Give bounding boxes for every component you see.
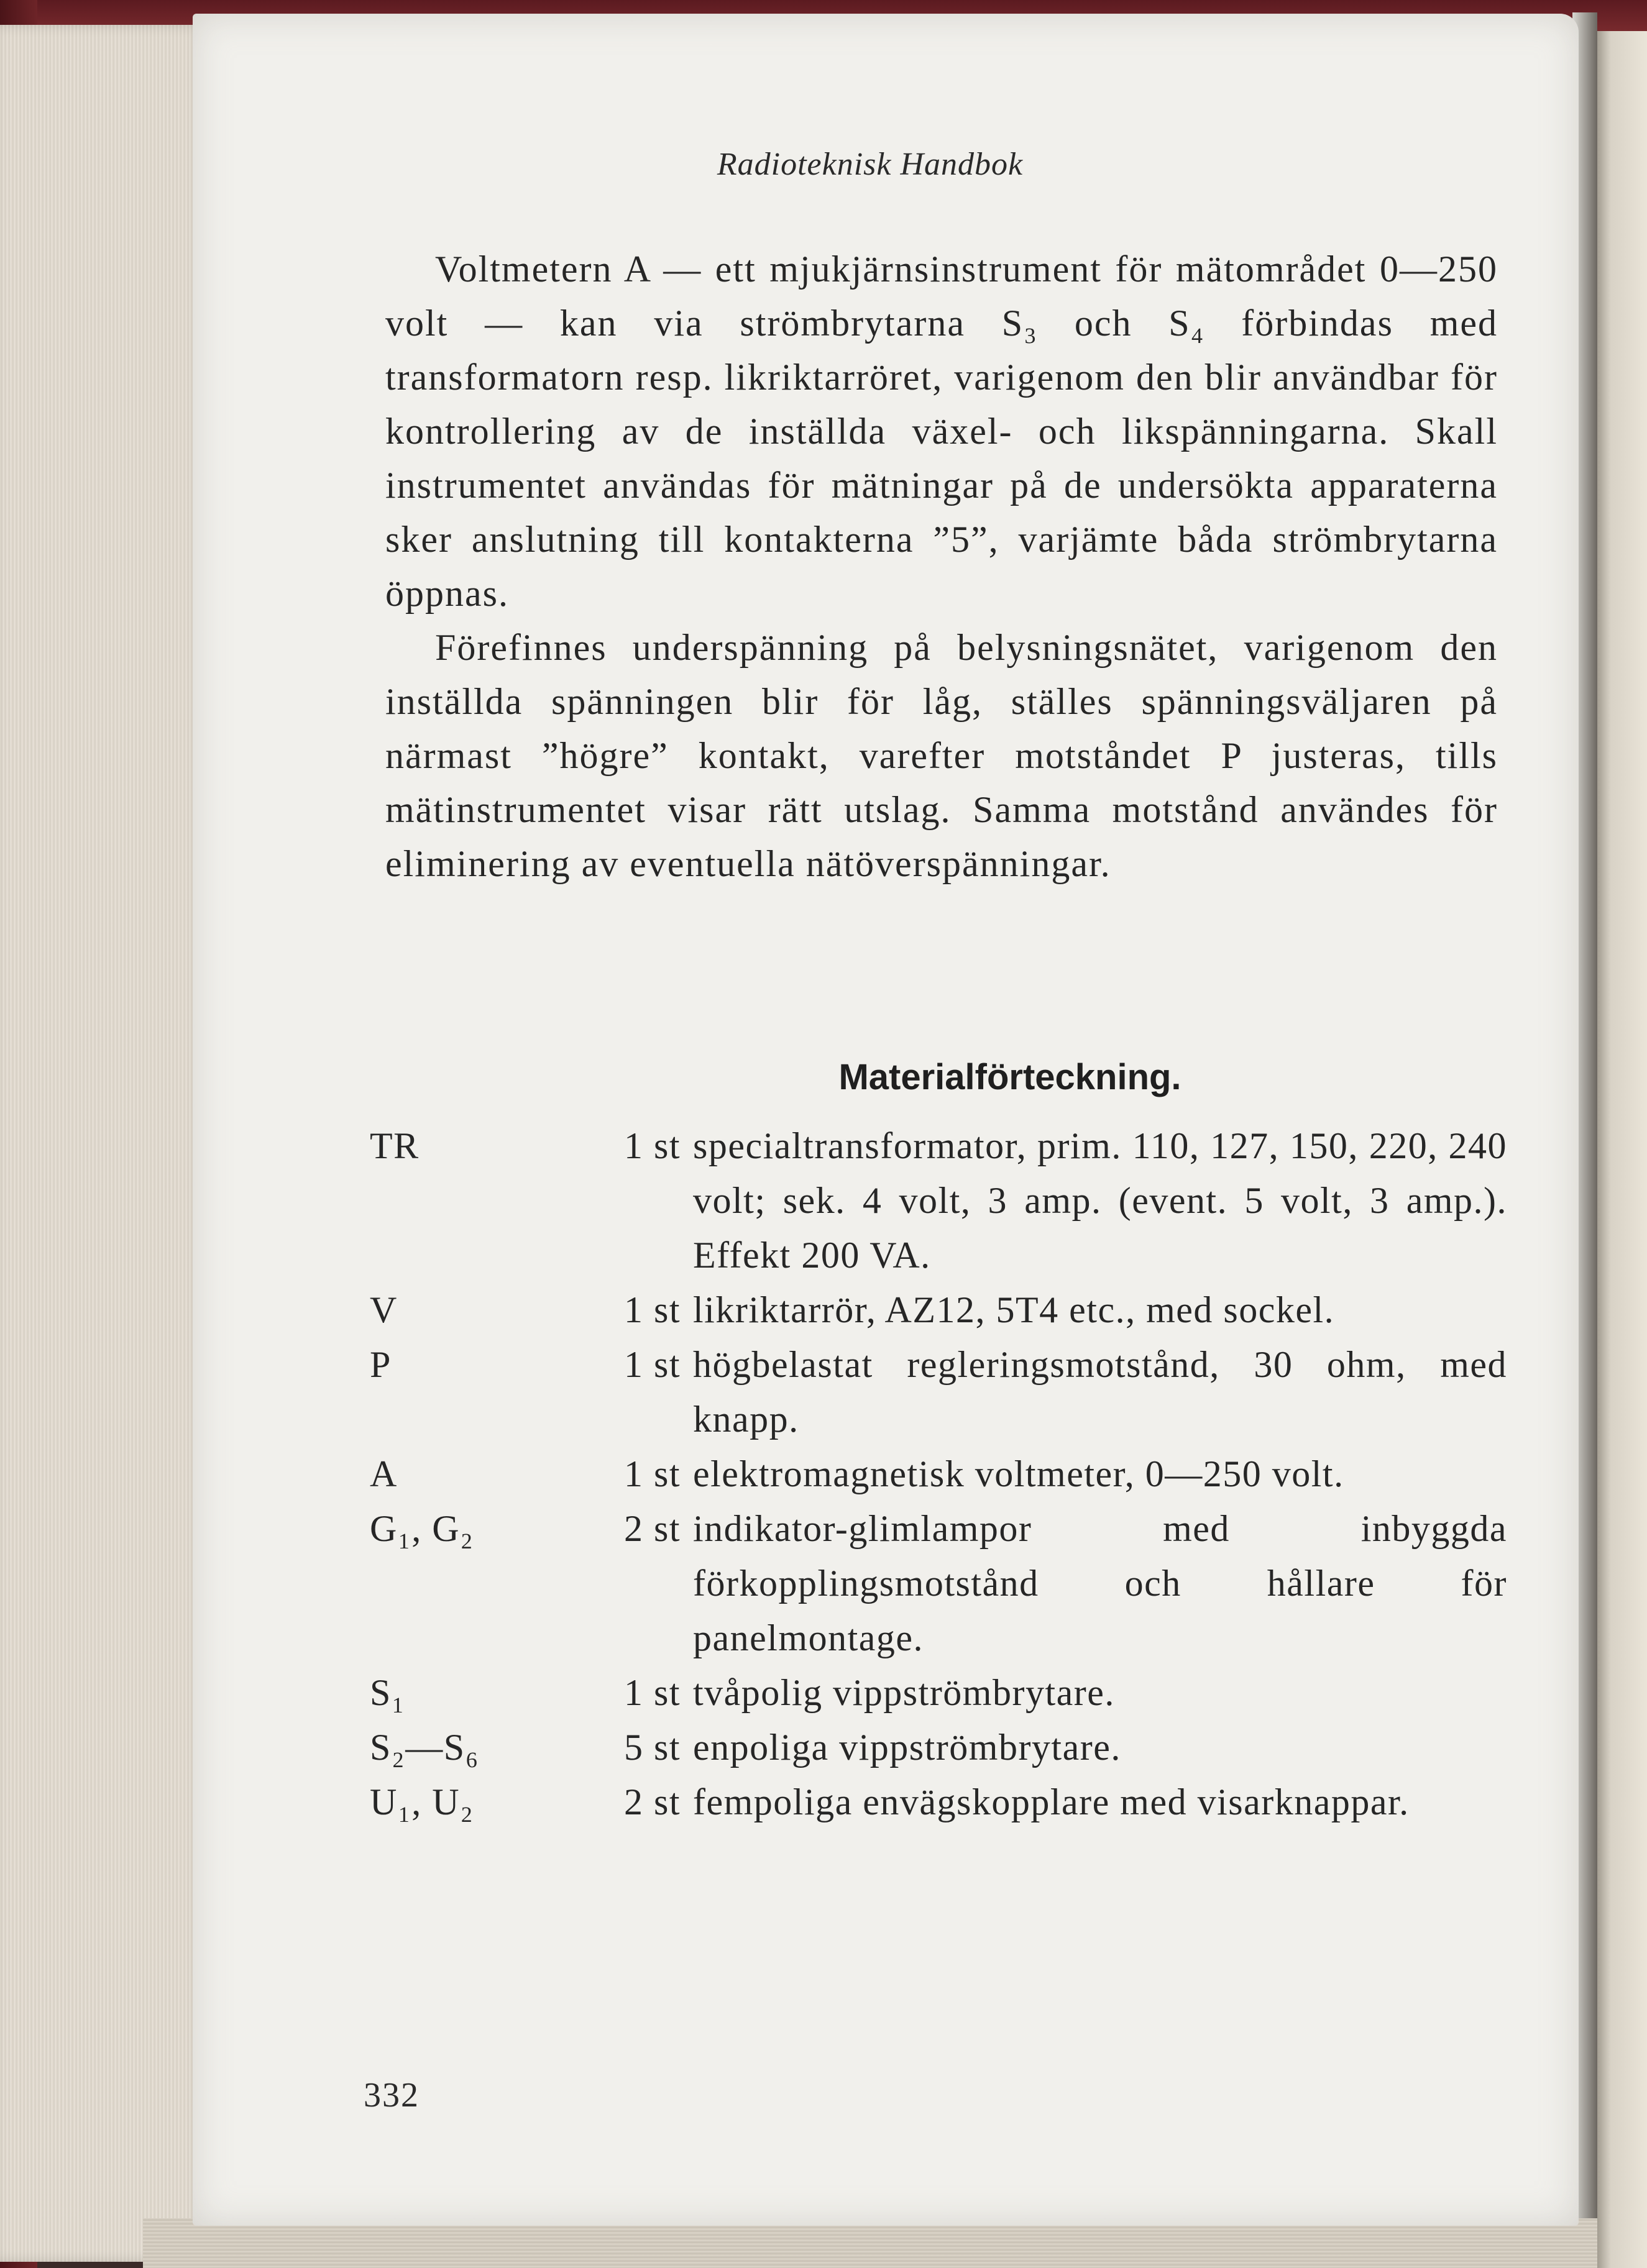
material-code: S₁ xyxy=(370,1672,406,1713)
material-row xyxy=(370,1283,1507,1337)
material-quantity: 1 st xyxy=(623,1289,681,1330)
material-row xyxy=(370,1775,1507,1829)
material-code: TR xyxy=(370,1125,420,1166)
material-description: specialtransformator, prim. 110, 127, 150, 220, 240 volt; sek. 4 volt, 3 amp. (event. 5 volt, 3 amp.). Effekt 200 VA. xyxy=(693,1125,1507,1276)
materials-list xyxy=(370,1118,1507,1829)
material-description: elektromagnetisk voltmeter, 0—250 volt. xyxy=(693,1453,1344,1494)
material-code: S₂—S₆ xyxy=(370,1727,480,1768)
paragraph-voltmeter: Voltmetern A — ett mjukjärnsinstrument för mätområdet 0—250 volt — kan via strömbrytarna S₃ och S₄ förbindas med transformatorn resp. likriktarröret, varigenom den blir användbar för kontrollering av de inställda växel- och likspänningarna. Skall instrumentet användas för mätningar på de undersökta apparaterna sker anslutning till kontakterna ”5”, varjämte båda strömbrytarna öppnas. xyxy=(385,249,1498,614)
material-description: fempoliga envägskopplare med visarknappar. xyxy=(693,1781,1410,1822)
material-quantity: 5 st xyxy=(623,1727,681,1768)
material-row xyxy=(370,1720,1507,1775)
material-code: P xyxy=(370,1344,392,1385)
material-quantity: 2 st xyxy=(623,1508,681,1549)
material-quantity: 2 st xyxy=(623,1781,681,1822)
material-code: G₁, G₂ xyxy=(370,1508,474,1549)
material-description: tvåpolig vippströmbrytare. xyxy=(693,1672,1115,1713)
material-code: A xyxy=(370,1453,398,1494)
material-description: enpoliga vippströmbrytare. xyxy=(693,1727,1121,1768)
material-quantity: 1 st xyxy=(623,1125,681,1166)
page-stack-bottom xyxy=(143,2218,1597,2268)
materials-heading: Materialförteckning. xyxy=(838,1057,1181,1097)
paragraph-underspanning: Förefinnes underspänning på belysningsnätet, varigenom den inställda spänningen blir för låg, ställes spänningsväljaren på närmast ”högre” kontakt, varefter motståndet P justeras, tills mätinstrumentet visar rätt utslag. Samma motstånd användes för eliminering av eventuella nätöverspänningar. xyxy=(385,627,1498,884)
material-description: indikator-glimlampor med inbyggda förkopplingsmotstånd och hållare för panelmontage. xyxy=(693,1508,1507,1658)
material-row xyxy=(370,1337,1507,1447)
material-description: likriktarrör, AZ12, 5T4 etc., med sockel. xyxy=(693,1289,1335,1330)
page-stack-left xyxy=(0,25,205,2262)
body-text xyxy=(385,242,1498,891)
material-quantity: 1 st xyxy=(623,1344,681,1385)
material-row xyxy=(370,1665,1507,1720)
material-row xyxy=(370,1118,1507,1283)
page-number: 332 xyxy=(364,2076,420,2115)
material-description: högbelastat regleringsmotstånd, 30 ohm, med knapp. xyxy=(693,1344,1507,1440)
material-quantity: 1 st xyxy=(623,1672,681,1713)
material-row xyxy=(370,1501,1507,1665)
material-code: V xyxy=(370,1289,398,1330)
facing-page-edge xyxy=(1591,31,1647,2268)
running-title: Radioteknisk Handbok xyxy=(717,147,1024,182)
material-row xyxy=(370,1447,1507,1501)
material-code: U₁, U₂ xyxy=(370,1781,474,1822)
material-quantity: 1 st xyxy=(623,1453,681,1494)
